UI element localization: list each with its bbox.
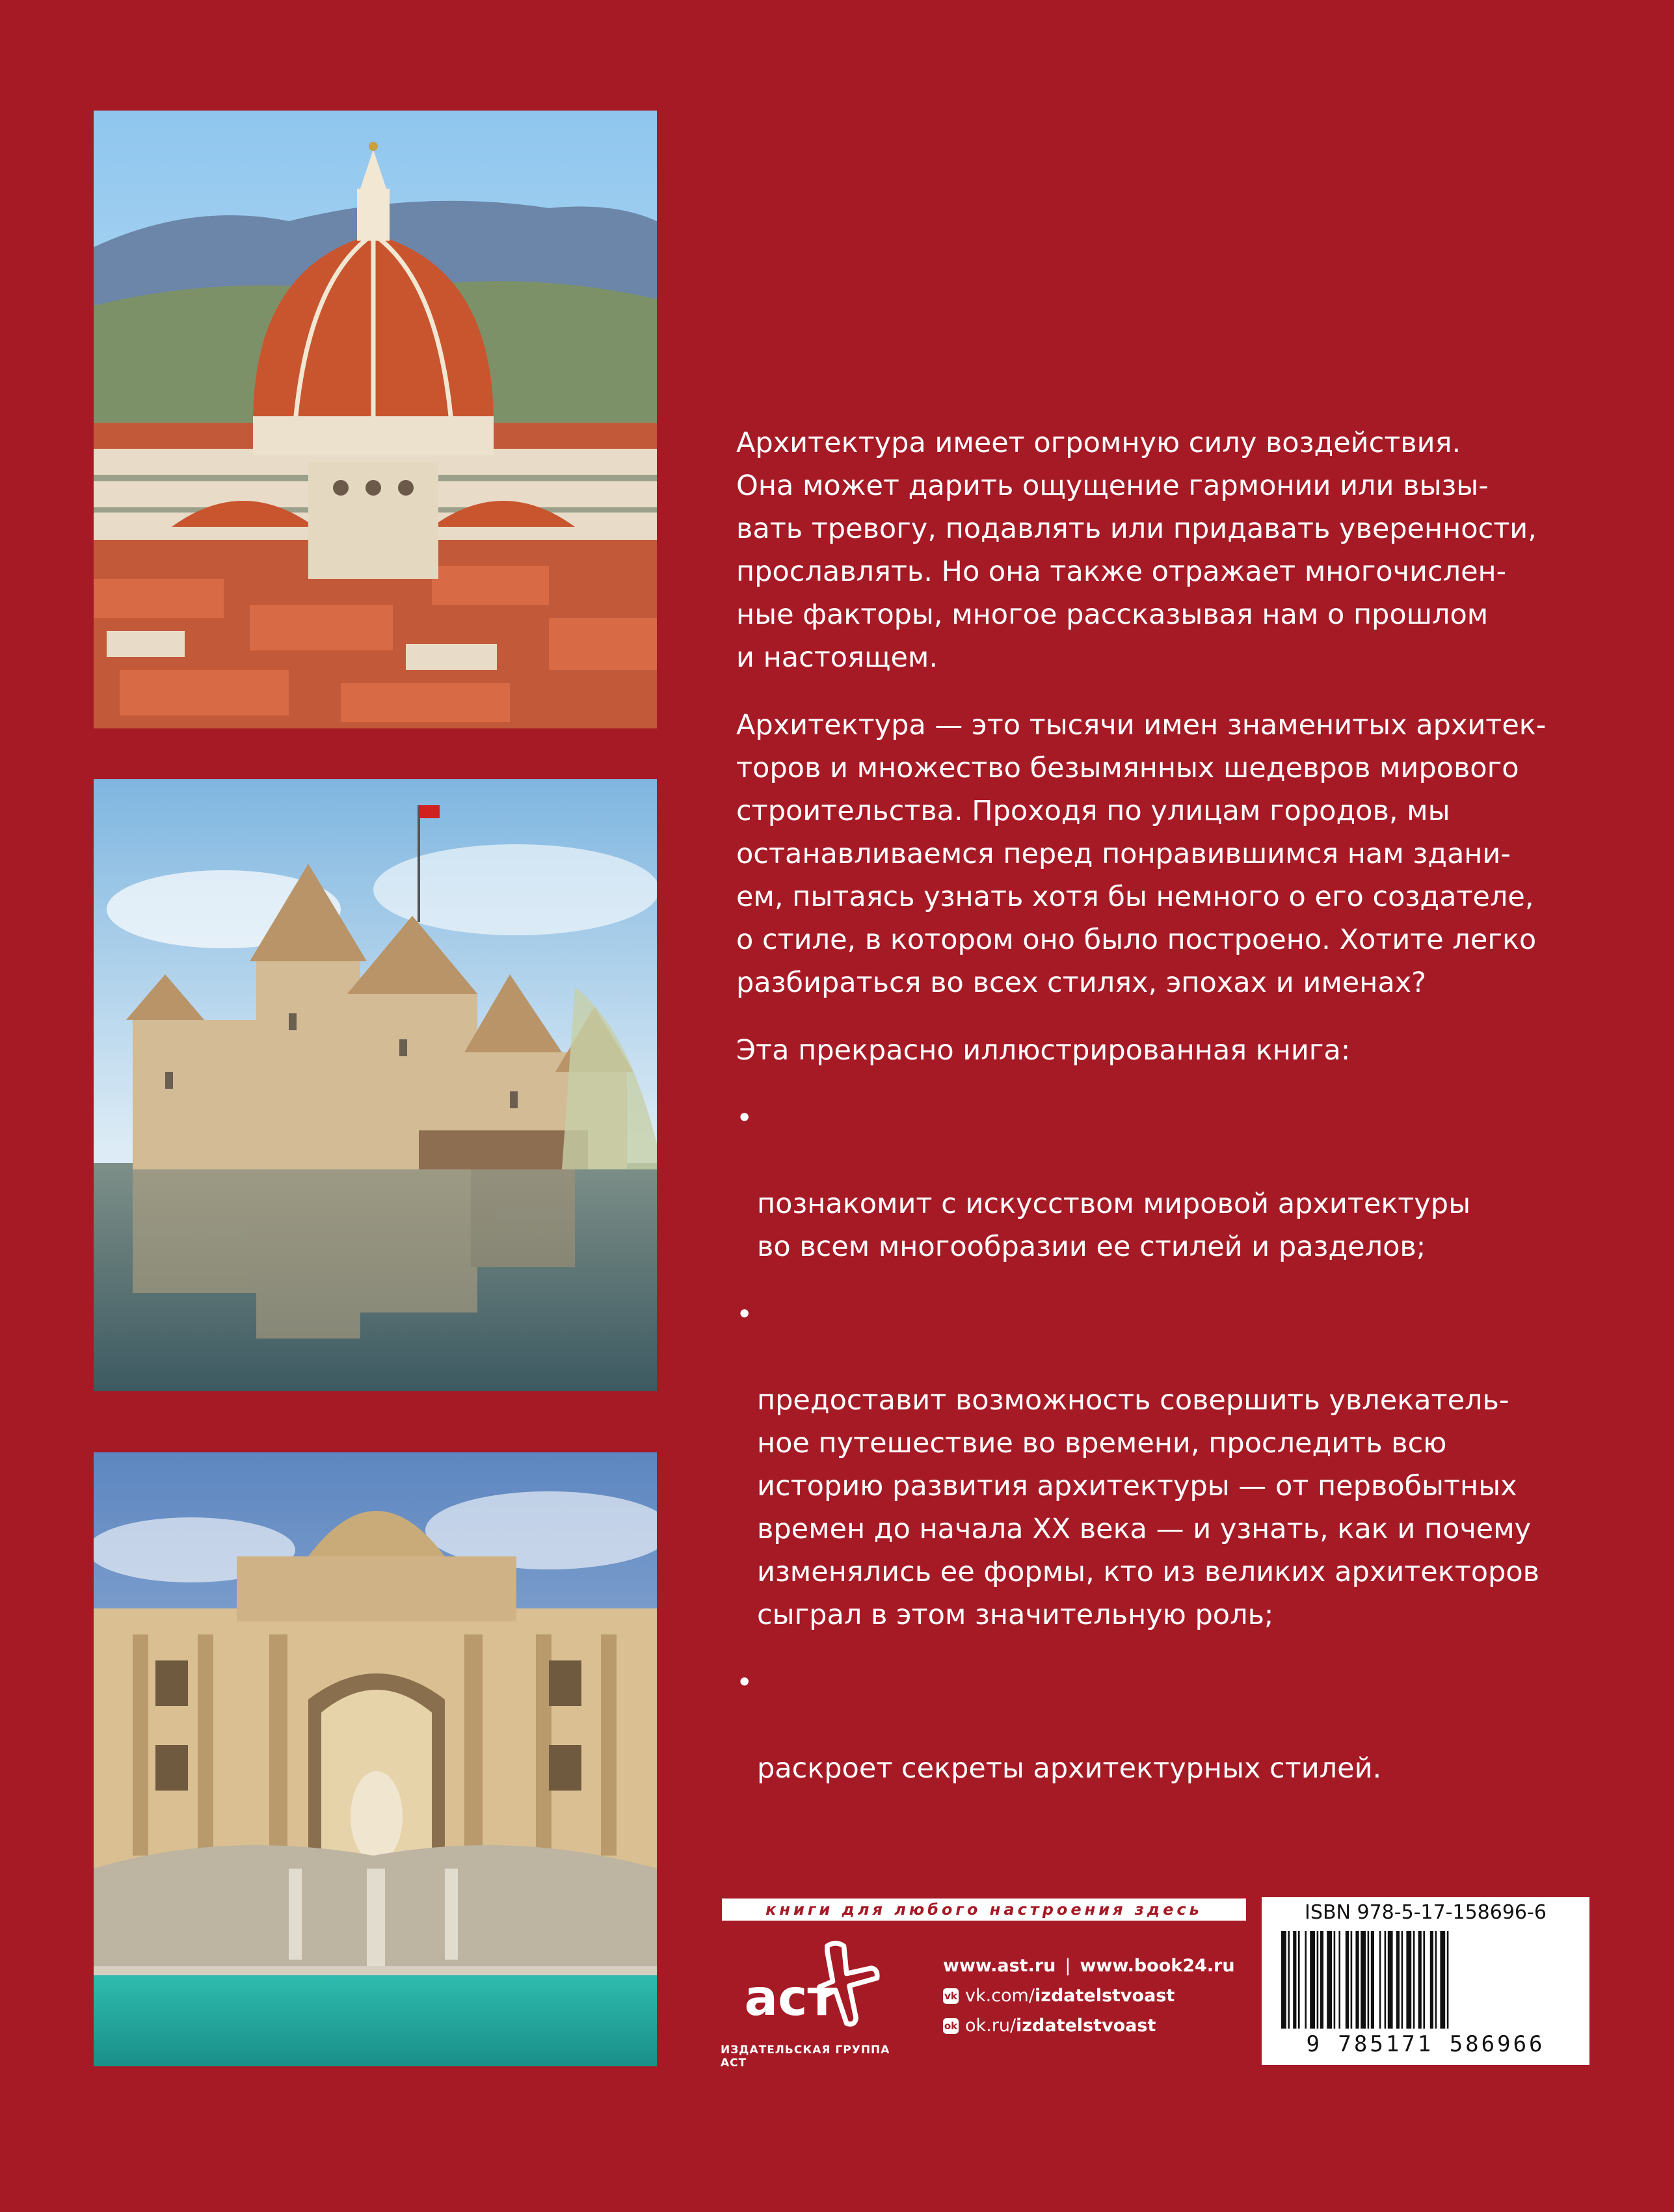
barcode-bar <box>1298 1931 1300 2029</box>
barcode-bar <box>1334 1931 1336 2029</box>
barcode-bar <box>1310 1931 1315 2029</box>
bullet-dot: • <box>736 1102 753 1134</box>
barcode-bar <box>1435 1931 1437 2029</box>
ast-site-link[interactable]: www.ast.ru <box>943 1956 1056 1976</box>
barcode-bar <box>1440 1931 1445 2029</box>
barcode-bar <box>1430 1931 1433 2029</box>
feature-bullet-3 <box>736 1661 1595 1790</box>
barcode-bar <box>1281 1931 1286 2029</box>
barcode-bar <box>1351 1931 1353 2029</box>
ok-row[interactable] <box>943 2011 1235 2041</box>
contact-links <box>943 1951 1235 2041</box>
tagline-strip: книги для любого настроения здесь <box>722 1899 1246 1921</box>
feature-bullet-text: познакомит с искусством мировой архитектуры во всем многообразии ее стилей и разделов; <box>757 1188 1471 1263</box>
barcode-bar <box>1418 1931 1422 2029</box>
bullet-dot: • <box>736 1666 753 1699</box>
logo-text: аст <box>744 1969 836 2028</box>
book24-site-link[interactable]: www.book24.ru <box>1080 1956 1235 1976</box>
barcode-bar <box>1423 1931 1425 2029</box>
vk-name: izdatelstvoast <box>1034 1986 1175 2006</box>
barcode-bar <box>1288 1931 1290 2029</box>
barcode-bar <box>1447 1931 1449 2029</box>
barcode-bar <box>1385 1931 1387 2029</box>
vk-icon: vk <box>943 1988 959 2004</box>
link-separator: | <box>1065 1956 1071 1976</box>
feature-bullet-2 <box>736 1293 1595 1636</box>
chillon-castle-photo <box>94 779 657 1391</box>
barcode-bar <box>1338 1931 1340 2029</box>
ok-name: izdatelstvoast <box>1016 2016 1156 2036</box>
barcode-bar <box>1305 1931 1307 2029</box>
barcode-bar <box>1355 1931 1359 2029</box>
description-paragraph-2: Архитектура — это тысячи имен знаменитых архитек- торов и множество безымянных шедевров мирового строительства. Проходя по улицам городов, мы останавливаемся перед понравившимся нам здани- ем, пытаясь узнать хотя бы немного о его создателе, о стиле, в котором оно было построено. Хотите легко разбираться во всех стилях, эпохах и именах? <box>736 709 1547 999</box>
barcode-bars <box>1281 1931 1570 2029</box>
publisher-caption: ИЗДАТЕЛЬСКАЯ ГРУППА АСТ <box>721 2044 890 2070</box>
barcode-bar <box>1361 1931 1366 2029</box>
florence-cathedral-photo <box>94 111 657 728</box>
description-text <box>736 421 1595 1815</box>
barcode-bar <box>1413 1931 1415 2029</box>
barcode-bar <box>1396 1931 1400 2029</box>
barcode-block <box>1262 1897 1589 2065</box>
websites-row <box>943 1951 1235 1981</box>
barcode-bar <box>1402 1931 1403 2029</box>
barcode-bar <box>1368 1931 1370 2029</box>
barcode-bar <box>1406 1931 1411 2029</box>
bullet-dot: • <box>736 1298 753 1331</box>
ok-icon: ok <box>943 2018 959 2034</box>
barcode-number: 9 785171 586966 <box>1306 2031 1545 2057</box>
barcode-bar <box>1320 1931 1323 2029</box>
feature-bullet-text: раскроет секреты архитектурных стилей. <box>757 1752 1382 1785</box>
trevi-fountain-photo <box>94 1452 657 2066</box>
barcode-bar <box>1327 1931 1332 2029</box>
barcode-bar <box>1346 1931 1349 2029</box>
feature-bullet-text: предоставит возможность совершить увлекатель- ное путешествие во времени, проследить всю историю развития архитектуры — от первобытных времен до начала XX века — и узнать, как и почему изменялись ее формы, кто из великих архитекторов сыграл в этом значительную роль; <box>757 1384 1539 1631</box>
isbn-text: ISBN 978-5-17-158696-6 <box>1305 1901 1547 1924</box>
barcode-bar <box>1317 1931 1319 2029</box>
vk-row[interactable] <box>943 1981 1235 2011</box>
barcode-bar <box>1388 1931 1393 2029</box>
barcode-bar <box>1371 1931 1374 2029</box>
description-paragraph-3: Эта прекрасно иллюстрированная книга: <box>736 1034 1351 1067</box>
vk-prefix: vk.com/ <box>965 1986 1035 2006</box>
barcode-bar <box>1293 1931 1296 2029</box>
ok-prefix: ok.ru/ <box>965 2016 1016 2036</box>
barcode-bar <box>1379 1931 1381 2029</box>
feature-bullet-1 <box>736 1097 1595 1268</box>
description-paragraph-1: Архитектура имеет огромную силу воздействия. Она может дарить ощущение гармонии или вызы- вать тревогу, подавлять или придавать уверенности, прославлять. Но она также отражает многочислен- ные факторы, многое рассказывая нам о прошлом и настоящем. <box>736 427 1537 674</box>
